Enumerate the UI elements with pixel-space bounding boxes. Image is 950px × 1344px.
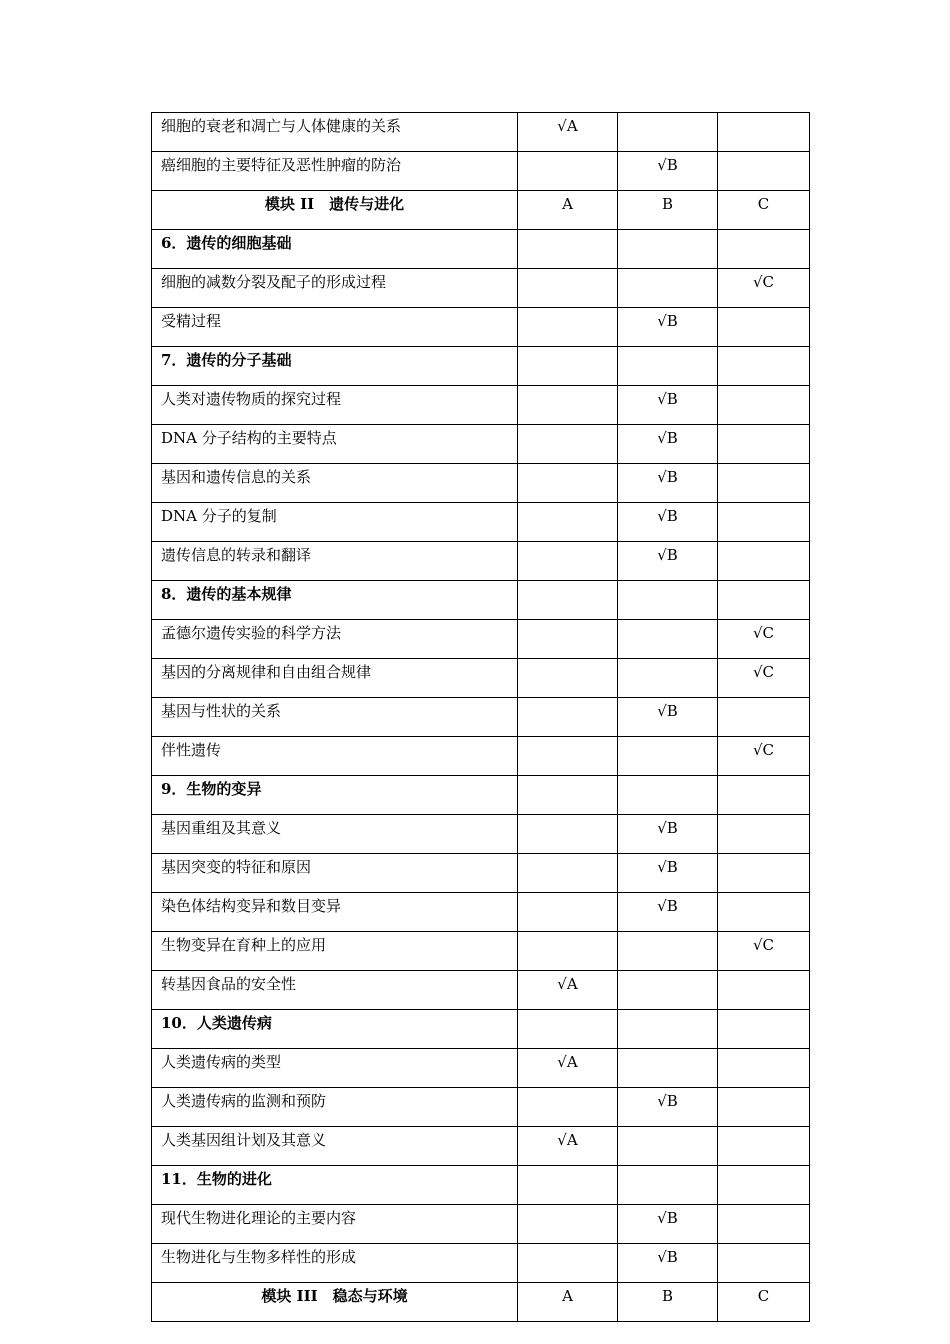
level-c-cell [718, 659, 810, 698]
level-a-cell [518, 1010, 618, 1049]
topic-cell: 基因重组及其意义 [152, 815, 518, 854]
table-row [152, 1205, 810, 1244]
topic-cell: 遗传信息的转录和翻译 [152, 542, 518, 581]
table-row [152, 815, 810, 854]
topic-cell: 生物进化与生物多样性的形成 [152, 1244, 518, 1283]
level-a-cell [518, 1205, 618, 1244]
topic-cell: 基因和遗传信息的关系 [152, 464, 518, 503]
level-a-cell [518, 893, 618, 932]
level-a-mark: √A [557, 1131, 578, 1149]
level-a-cell [518, 815, 618, 854]
level-a-mark: √A [557, 975, 578, 993]
level-b-cell [618, 1283, 718, 1322]
table-row [152, 854, 810, 893]
level-a-cell [518, 971, 618, 1010]
topic-cell: 染色体结构变异和数目变异 [152, 893, 518, 932]
level-a-cell [518, 1166, 618, 1205]
section-header-row [152, 347, 810, 386]
table-row [152, 737, 810, 776]
level-b-cell [618, 776, 718, 815]
level-c-cell [718, 269, 810, 308]
table-row [152, 659, 810, 698]
level-b-cell [618, 1049, 718, 1088]
level-c-cell [718, 386, 810, 425]
table-row [152, 620, 810, 659]
level-c-cell [718, 425, 810, 464]
table-row [152, 269, 810, 308]
topic-cell: 人类对遗传物质的探究过程 [152, 386, 518, 425]
level-b-cell [618, 503, 718, 542]
level-a-cell [518, 347, 618, 386]
level-b-cell [618, 854, 718, 893]
topic-cell: 细胞的衰老和凋亡与人体健康的关系 [152, 113, 518, 152]
level-b-cell [618, 659, 718, 698]
level-c-mark: C [757, 195, 770, 213]
level-b-cell [618, 425, 718, 464]
topic-cell: 现代生物进化理论的主要内容 [152, 1205, 518, 1244]
level-b-mark: √B [657, 429, 678, 447]
section-title: 8．遗传的基本规律 [152, 581, 518, 620]
level-a-cell [518, 1049, 618, 1088]
level-a-mark: √A [557, 1053, 578, 1071]
level-b-mark: B [661, 195, 674, 213]
level-b-cell [618, 1205, 718, 1244]
level-a-cell [518, 1283, 618, 1322]
level-c-cell [718, 1127, 810, 1166]
table-row [152, 152, 810, 191]
level-a-cell [518, 620, 618, 659]
level-a-cell [518, 269, 618, 308]
topic-cell: 孟德尔遗传实验的科学方法 [152, 620, 518, 659]
level-c-cell [718, 542, 810, 581]
level-c-cell [718, 1049, 810, 1088]
level-b-mark: √B [657, 312, 678, 330]
level-b-mark: √B [657, 1248, 678, 1266]
level-a-cell [518, 503, 618, 542]
level-a-cell [518, 1088, 618, 1127]
table-row [152, 308, 810, 347]
topic-cell: 伴性遗传 [152, 737, 518, 776]
topic-cell: DNA 分子的复制 [152, 503, 518, 542]
level-c-mark: √C [752, 741, 775, 759]
level-a-cell [518, 932, 618, 971]
table-row [152, 386, 810, 425]
table-row [152, 1088, 810, 1127]
level-c-cell [718, 113, 810, 152]
topic-cell: 生物变异在育种上的应用 [152, 932, 518, 971]
topic-cell: 基因的分离规律和自由组合规律 [152, 659, 518, 698]
section-title: 6．遗传的细胞基础 [152, 230, 518, 269]
level-a-cell [518, 776, 618, 815]
level-b-mark: √B [657, 897, 678, 915]
level-a-cell [518, 542, 618, 581]
level-c-cell [718, 971, 810, 1010]
table-row [152, 542, 810, 581]
level-b-cell [618, 1166, 718, 1205]
table-row [152, 893, 810, 932]
level-a-cell [518, 464, 618, 503]
level-b-cell [618, 191, 718, 230]
level-c-cell [718, 815, 810, 854]
requirements-table [151, 112, 810, 1322]
section-header-row [152, 1166, 810, 1205]
level-a-cell [518, 152, 618, 191]
level-a-cell [518, 191, 618, 230]
level-b-mark: √B [657, 858, 678, 876]
level-b-mark: √B [657, 1209, 678, 1227]
topic-cell: 受精过程 [152, 308, 518, 347]
topic-cell: 癌细胞的主要特征及恶性肿瘤的防治 [152, 152, 518, 191]
level-b-cell [618, 893, 718, 932]
level-b-mark: √B [657, 1092, 678, 1110]
table-row [152, 1127, 810, 1166]
topic-cell: 人类遗传病的类型 [152, 1049, 518, 1088]
level-c-cell [718, 1244, 810, 1283]
level-b-cell [618, 620, 718, 659]
level-a-cell [518, 698, 618, 737]
table-body [152, 113, 810, 1322]
level-b-mark: √B [657, 819, 678, 837]
level-a-cell [518, 581, 618, 620]
level-b-mark: B [661, 1287, 674, 1305]
topic-cell: 人类基因组计划及其意义 [152, 1127, 518, 1166]
topic-cell: 转基因食品的安全性 [152, 971, 518, 1010]
level-b-cell [618, 269, 718, 308]
level-c-mark: √C [752, 624, 775, 642]
level-b-cell [618, 815, 718, 854]
level-c-cell [718, 1283, 810, 1322]
level-c-cell [718, 308, 810, 347]
level-b-cell [618, 152, 718, 191]
level-b-cell [618, 1010, 718, 1049]
level-c-mark: √C [752, 936, 775, 954]
level-b-cell [618, 308, 718, 347]
level-c-cell [718, 737, 810, 776]
level-b-mark: √B [657, 390, 678, 408]
level-a-cell [518, 308, 618, 347]
table-row [152, 698, 810, 737]
level-b-cell [618, 581, 718, 620]
topic-cell: 基因突变的特征和原因 [152, 854, 518, 893]
topic-cell: 细胞的减数分裂及配子的形成过程 [152, 269, 518, 308]
level-c-cell [718, 347, 810, 386]
level-b-cell [618, 347, 718, 386]
level-a-cell [518, 659, 618, 698]
level-b-cell [618, 1088, 718, 1127]
level-b-mark: √B [657, 468, 678, 486]
level-c-cell [718, 152, 810, 191]
level-a-cell [518, 737, 618, 776]
table-row [152, 932, 810, 971]
level-c-cell [718, 191, 810, 230]
level-a-cell [518, 1244, 618, 1283]
level-a-cell [518, 113, 618, 152]
level-b-mark: √B [657, 156, 678, 174]
level-b-mark: √B [657, 546, 678, 564]
topic-cell: DNA 分子结构的主要特点 [152, 425, 518, 464]
section-header-row [152, 1010, 810, 1049]
level-b-cell [618, 971, 718, 1010]
level-b-cell [618, 230, 718, 269]
level-c-cell [718, 854, 810, 893]
section-title: 9．生物的变异 [152, 776, 518, 815]
level-c-cell [718, 230, 810, 269]
level-a-cell [518, 386, 618, 425]
level-c-cell [718, 1088, 810, 1127]
topic-cell: 基因与性状的关系 [152, 698, 518, 737]
level-b-cell [618, 542, 718, 581]
table-row [152, 503, 810, 542]
level-b-cell [618, 737, 718, 776]
level-c-cell [718, 503, 810, 542]
level-c-cell [718, 1166, 810, 1205]
topic-cell: 人类遗传病的监测和预防 [152, 1088, 518, 1127]
section-header-row [152, 776, 810, 815]
table-row [152, 425, 810, 464]
level-a-cell [518, 425, 618, 464]
section-title: 7．遗传的分子基础 [152, 347, 518, 386]
level-a-cell [518, 854, 618, 893]
module-header-row [152, 1283, 810, 1322]
level-b-cell [618, 386, 718, 425]
level-b-cell [618, 1127, 718, 1166]
level-c-cell [718, 893, 810, 932]
level-c-cell [718, 581, 810, 620]
level-b-cell [618, 464, 718, 503]
level-c-cell [718, 1010, 810, 1049]
section-header-row [152, 230, 810, 269]
module-title: 模块 III 稳态与环境 [152, 1283, 518, 1322]
level-b-cell [618, 932, 718, 971]
level-c-cell [718, 620, 810, 659]
level-c-cell [718, 932, 810, 971]
section-header-row [152, 581, 810, 620]
level-a-mark: √A [557, 117, 578, 135]
level-c-cell [718, 698, 810, 737]
level-a-mark: A [562, 1287, 573, 1305]
level-a-mark: A [562, 195, 573, 213]
table-row [152, 1049, 810, 1088]
level-c-mark: C [757, 1287, 770, 1305]
level-c-mark: √C [752, 663, 775, 681]
table-row [152, 113, 810, 152]
level-c-cell [718, 776, 810, 815]
level-b-cell [618, 698, 718, 737]
level-a-cell [518, 1127, 618, 1166]
level-c-cell [718, 464, 810, 503]
level-b-mark: √B [657, 702, 678, 720]
module-title: 模块 II 遗传与进化 [152, 191, 518, 230]
table-row [152, 971, 810, 1010]
table-row [152, 1244, 810, 1283]
section-title: 11．生物的进化 [152, 1166, 518, 1205]
table-row [152, 464, 810, 503]
level-b-cell [618, 113, 718, 152]
level-c-cell [718, 1205, 810, 1244]
level-a-cell [518, 230, 618, 269]
module-header-row [152, 191, 810, 230]
section-title: 10．人类遗传病 [152, 1010, 518, 1049]
level-b-mark: √B [657, 507, 678, 525]
level-c-mark: √C [752, 273, 775, 291]
level-b-cell [618, 1244, 718, 1283]
